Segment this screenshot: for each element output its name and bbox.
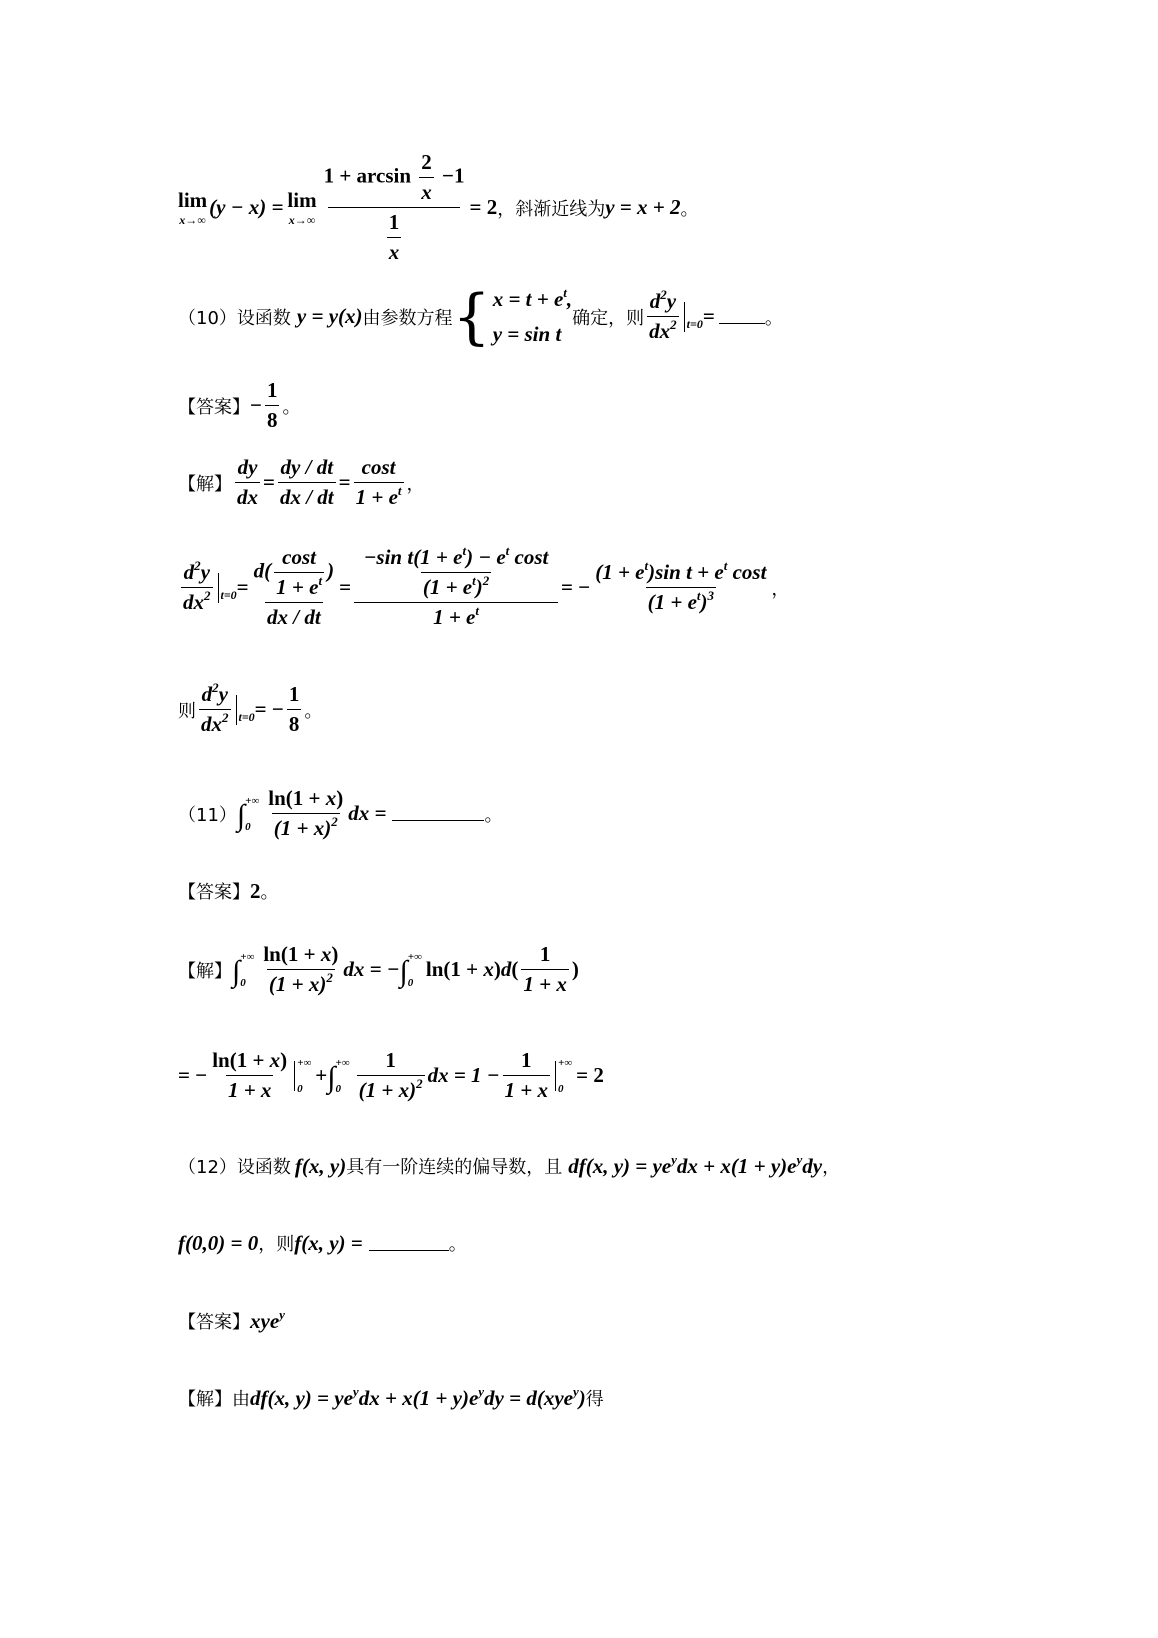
q10-answer: 【答案】 − $\frac{1}{8}$ 。 bbox=[178, 378, 301, 432]
limit-fraction: 1 + arcsin $\frac{2}{x}$ −1 $\frac{1}{x}$ bbox=[323, 150, 465, 264]
second-derivative-line: $\frac{d^2y}{dx^2}$ t=0 = d( $\frac{\cos t}{1 + e^t}$ ) dx / dt = $\frac{\frac{-\sin t(1 + e^t) - e^t \cos t}{(1 + e^t)^2}}{1 + e^t}$ = − $\frac{(1 + e^t)\sin t + e^t \cos t}{(1 + e^t)^3}$ ， bbox=[183, 543, 790, 629]
question-12-cond: f(0,0) = 0 ，则 f(x, y) = 。 bbox=[178, 1230, 467, 1255]
limit-line: lim x→∞ (y − x) = lim x→∞ 1 + arcsin $\frac{2}{x}$ −1 $\frac{1}{x}$ = 2 ，斜渐近线为 y = x + 2 。 bbox=[178, 150, 699, 264]
q10-label: （10）设函数 bbox=[178, 307, 291, 329]
lim-operator: lim x→∞ bbox=[178, 187, 208, 227]
limit-text: ，斜渐近线为 bbox=[497, 198, 606, 220]
question-10: （10）设函数 y = y(x) 由参数方程 { $x = t + e^t$, y = sin t 确定，则 $\frac{d^2y}{dx^2}$ t=0 = 。 bbox=[178, 281, 783, 352]
q11-blank bbox=[392, 806, 484, 821]
q11-solution: 【解】 ∫ +∞ 0 $\frac{\ln(1 + x)}{(1 + x)^2}$ dx = − ∫ +∞ 0 ln(1 + x)d( $\frac{1}{1 + x}$ ) bbox=[178, 942, 579, 996]
q12-solution: 【解】由 df(x, $y) = ye^ydx + x(1 + y)e^ydy = d(xye^y)$ 得 bbox=[178, 1383, 604, 1410]
q11-solution-cont: = − $\frac{\ln(1 + x)}{1 + x}$ +∞ 0 + ∫ +∞ 0 $\frac{1}{(1 + x)^2}$ dx = 1 − $\frac{1}{1 + x}$ +∞ 0 = 2 bbox=[178, 1048, 604, 1102]
q10-blank bbox=[719, 309, 765, 324]
q11-answer: 【答案】 2 。 bbox=[178, 878, 279, 903]
q10-conclusion: 则 $\frac{d^2y}{dx^2}$ t=0 = − $\frac{1}{8}$ 。 bbox=[178, 680, 323, 736]
question-11: （11） ∫ +∞ 0 $\frac{\ln(1 + x)}{(1 + x)^2}$ dx = 。 bbox=[178, 786, 503, 840]
parametric-system: $x = t + e^t$, y = sin t bbox=[492, 285, 573, 346]
q12-answer: 【答案】 xye$^y$ bbox=[178, 1306, 285, 1333]
lim-operator-2: lim x→∞ bbox=[287, 187, 317, 227]
question-12: （12）设函数 f(x, y) 具有一阶连续的偏导数，且 df(x, $y) = ye^ydx + x(1 + y)e^ydy$ ， bbox=[178, 1151, 841, 1178]
q12-blank bbox=[369, 1236, 449, 1251]
q10-solution: 【解】 $\frac{dy}{dx}$ = $\frac{dy / dt}{dx / dt}$ = $\frac{\cos t}{1 + e^t}$ ， bbox=[178, 455, 425, 509]
